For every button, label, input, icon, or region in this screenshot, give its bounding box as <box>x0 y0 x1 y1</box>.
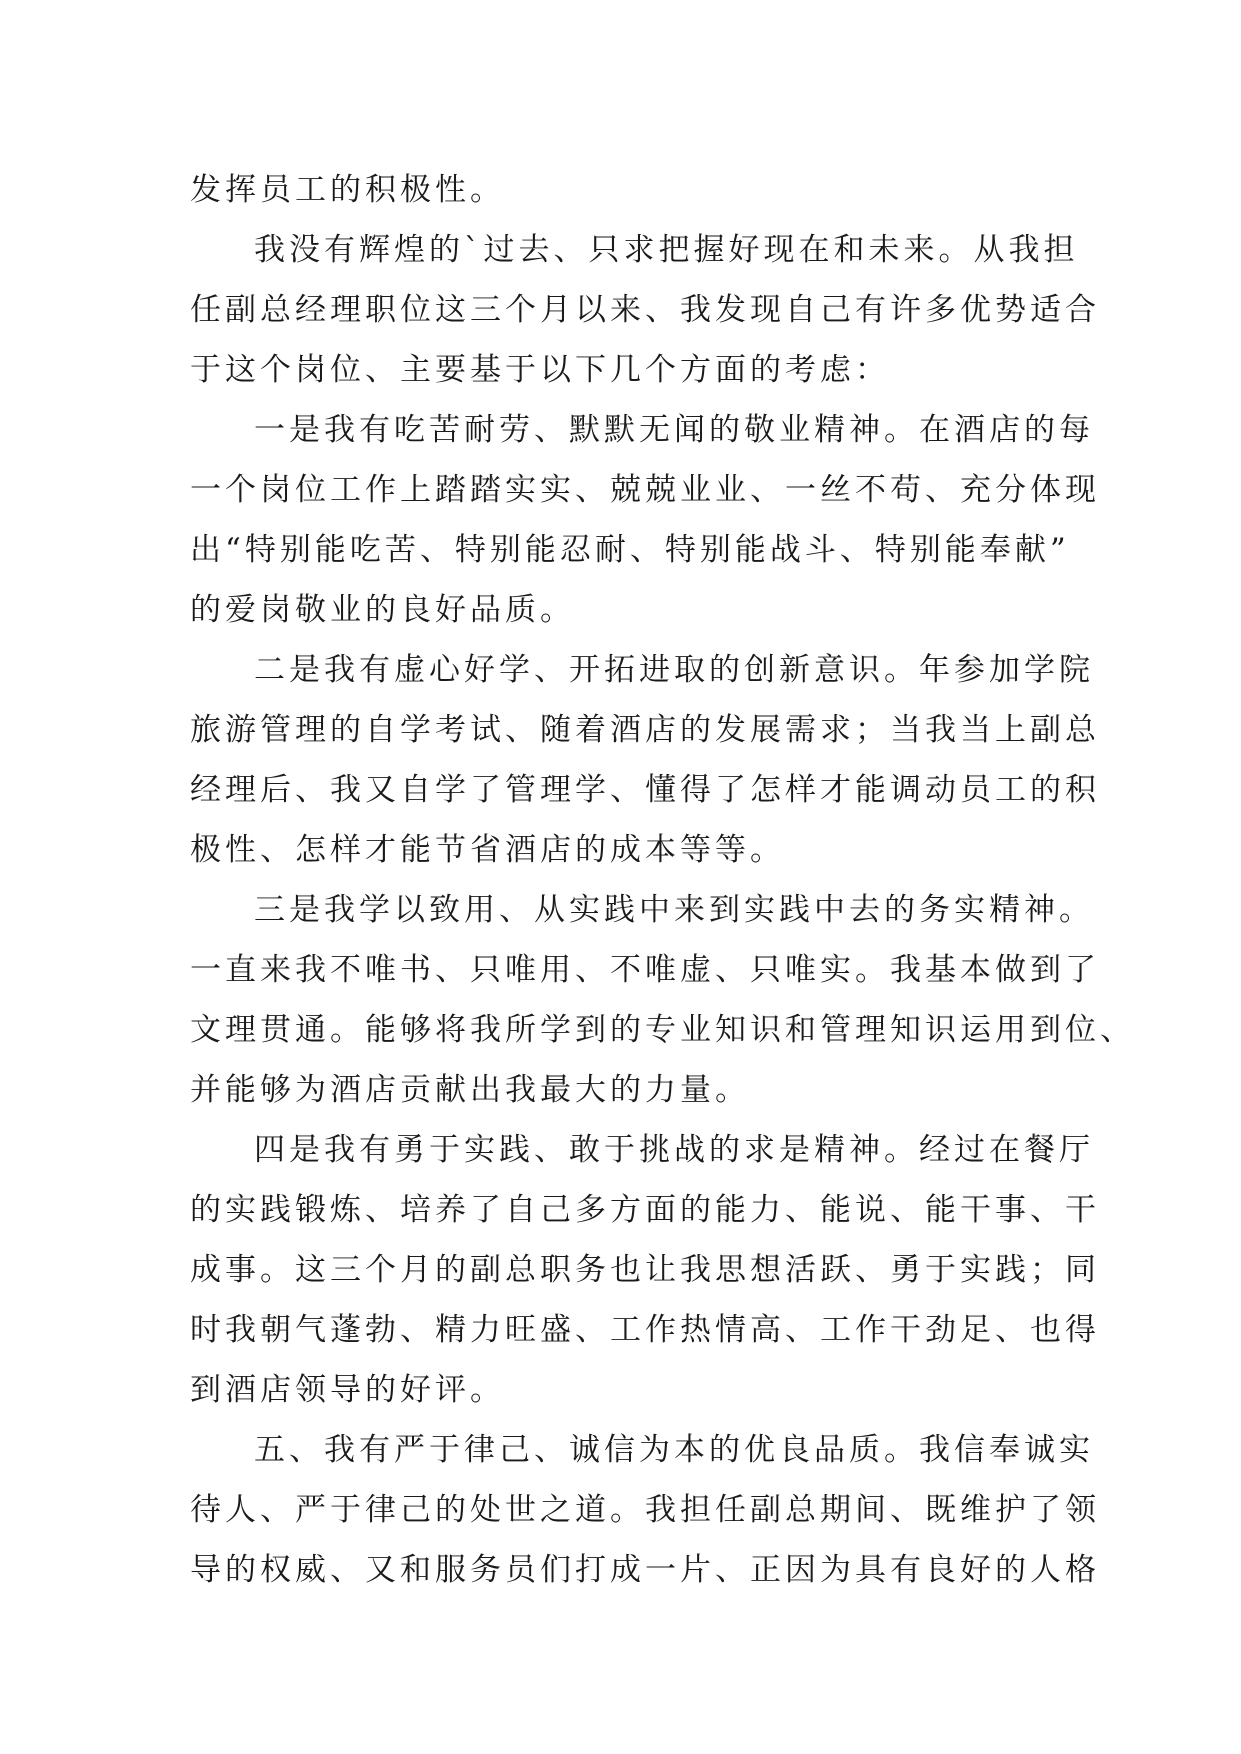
text-line: 一个岗位工作上踏踏实实、兢兢业业、一丝不苟、充分体现 <box>190 472 1100 508</box>
text-line: 时我朝气蓬勃、精力旺盛、工作热情高、工作干劲足、也得 <box>190 1312 1100 1348</box>
text-line: 经理后、我又自学了管理学、懂得了怎样才能调动员工的积 <box>190 772 1100 808</box>
text-line: 四是我有勇于实践、敢于挑战的求是精神。经过在餐厅 <box>254 1132 1094 1168</box>
text-line: 导的权威、又和服务员们打成一片、正因为具有良好的人格 <box>190 1552 1100 1588</box>
text-line: 的实践锻炼、培养了自己多方面的能力、能说、能干事、干 <box>190 1192 1100 1228</box>
text-line: 任副总经理职位这三个月以来、我发现自己有许多优势适合 <box>190 292 1100 328</box>
text-line: 的爱岗敬业的良好品质。 <box>190 592 575 628</box>
text-line: 文理贯通。能够将我所学到的专业知识和管理知识运用到位、 <box>190 1012 1135 1048</box>
text-line: 三是我学以致用、从实践中来到实践中去的务实精神。 <box>254 892 1094 928</box>
text-line: 出“特别能吃苦、特别能忍耐、特别能战斗、特别能奉献” <box>190 532 1070 568</box>
text-line: 发挥员工的积极性。 <box>190 172 505 208</box>
text-line: 到酒店领导的好评。 <box>190 1372 505 1408</box>
document-body <box>190 160 1135 1600</box>
text-line: 五、我有严于律己、诚信为本的优良品质。我信奉诚实 <box>254 1432 1094 1468</box>
text-line: 旅游管理的自学考试、随着酒店的发展需求；当我当上副总 <box>190 712 1100 748</box>
text-line: 待人、严于律己的处世之道。我担任副总期间、既维护了领 <box>190 1492 1100 1528</box>
text-line: 并能够为酒店贡献出我最大的力量。 <box>190 1072 750 1108</box>
text-line: 于这个岗位、主要基于以下几个方面的考虑： <box>190 352 890 388</box>
text-line: 我没有辉煌的`过去、只求把握好现在和未来。从我担 <box>254 232 1079 268</box>
text-line: 一直来我不唯书、只唯用、不唯虚、只唯实。我基本做到了 <box>190 952 1100 988</box>
text-line: 极性、怎样才能节省酒店的成本等等。 <box>190 832 785 868</box>
text-line: 二是我有虚心好学、开拓进取的创新意识。年参加学院 <box>254 652 1094 688</box>
text-line: 成事。这三个月的副总职务也让我思想活跃、勇于实践；同 <box>190 1252 1100 1288</box>
text-line: 一是我有吃苦耐劳、默默无闻的敬业精神。在酒店的每 <box>254 412 1094 448</box>
